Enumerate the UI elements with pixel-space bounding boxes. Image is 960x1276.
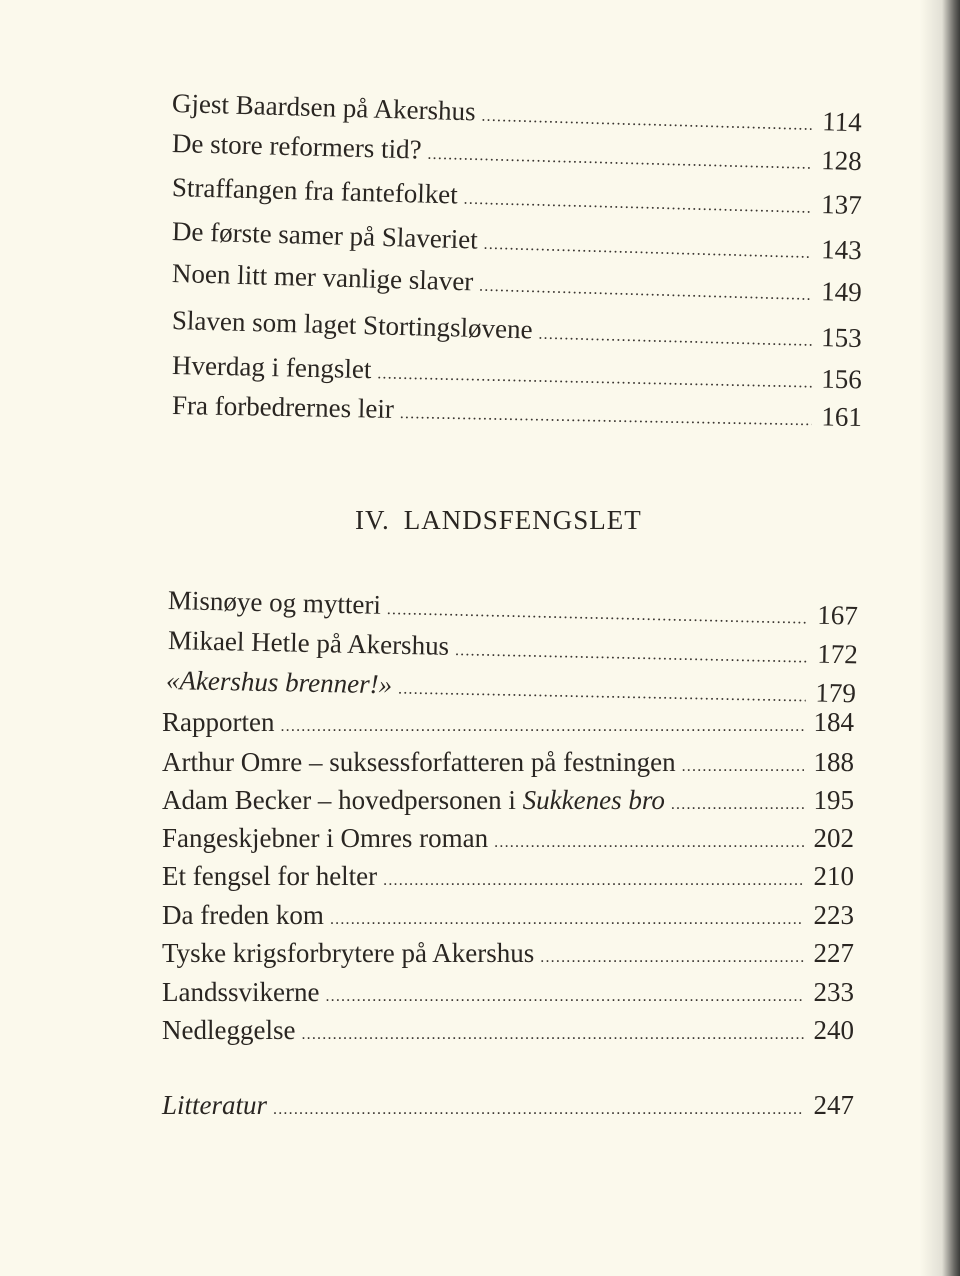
entry-page: 137	[820, 189, 863, 221]
entry-title: De første samer på Slaveriet	[171, 216, 479, 255]
entry-page: 172	[817, 638, 859, 670]
toc-entry	[168, 625, 858, 670]
toc-entry	[172, 216, 863, 266]
toc-entry	[162, 938, 854, 969]
entry-title	[162, 785, 665, 816]
toc-entry	[172, 390, 862, 433]
dot-leader	[494, 834, 804, 852]
entry-title: Nedleggelse	[162, 1015, 296, 1045]
entry-page: 184	[813, 707, 854, 737]
entry-page: 156	[821, 363, 863, 395]
toc-entry	[168, 585, 859, 632]
dot-leader	[330, 911, 804, 929]
dot-leader	[400, 405, 812, 430]
entry-page: 128	[820, 145, 863, 177]
dot-leader	[325, 988, 804, 1006]
section-heading	[355, 505, 642, 536]
entry-title: Fangeskjebner i Omres roman	[162, 823, 489, 853]
entry-title: Straffangen fra fantefolket	[171, 172, 459, 210]
entry-page: 223	[813, 900, 854, 930]
entry-page: 202	[813, 823, 854, 853]
toc-entry	[172, 172, 863, 221]
section-title: LANDSFENGSLET	[403, 505, 642, 535]
toc-entry	[162, 900, 854, 931]
dot-leader	[455, 642, 808, 667]
toc-entry	[162, 977, 854, 1008]
toc-entry	[162, 823, 854, 854]
section-number: IV.	[355, 505, 390, 535]
toc-entry	[172, 305, 863, 354]
entry-page: 247	[813, 1090, 854, 1120]
entry-title: Hverdag i fengslet	[171, 350, 372, 385]
toc-entry	[166, 665, 856, 709]
entry-page: 161	[821, 401, 863, 433]
entry-title: Gjest Baardsen på Akershus	[171, 88, 477, 127]
entry-title: Slaven som laget Stortingsløvene	[171, 305, 533, 345]
entry-page: 240	[813, 1015, 854, 1045]
dot-leader	[377, 365, 812, 392]
entry-page: 114	[821, 106, 863, 138]
dot-leader	[538, 326, 812, 351]
dot-leader	[682, 758, 804, 776]
toc-entry	[162, 707, 854, 738]
entry-title: Arthur Omre – suksessforfatteren på festningen	[162, 747, 676, 777]
dot-leader	[427, 146, 812, 174]
toc-entry	[172, 258, 863, 308]
entry-title: Fra forbedrernes leir	[171, 390, 395, 424]
entry-page: 149	[820, 276, 863, 308]
toc-entry	[162, 1015, 854, 1046]
entry-title: «Akershus brenner!»	[165, 665, 393, 700]
entry-title: Mikael Hetle på Akershus	[167, 625, 450, 661]
entry-title: Litteratur	[162, 1090, 268, 1120]
dot-leader	[671, 796, 804, 814]
entry-page: 167	[817, 599, 859, 631]
entry-page: 227	[813, 938, 854, 968]
entry-title: Misnøye og mytteri	[167, 585, 382, 620]
dot-leader	[280, 718, 804, 736]
entry-title-prefix: Adam Becker – hovedpersonen i	[162, 785, 523, 815]
entry-page: 233	[813, 977, 854, 1007]
dot-leader	[273, 1101, 804, 1119]
entry-title: Noen litt mer vanlige slaver	[171, 258, 474, 297]
entry-page: 143	[820, 234, 863, 266]
toc-entry	[162, 785, 854, 816]
entry-page: 153	[820, 322, 863, 354]
dot-leader	[398, 680, 806, 706]
entry-page: 179	[815, 677, 857, 709]
toc-entry	[162, 861, 854, 892]
toc-entry	[172, 350, 862, 395]
entry-page: 195	[813, 785, 854, 815]
toc-entry	[162, 747, 854, 778]
dot-leader	[483, 236, 811, 263]
entry-page: 188	[813, 747, 854, 777]
entry-title: Rapporten	[162, 707, 275, 737]
dot-leader	[383, 872, 804, 890]
entry-page: 210	[813, 861, 854, 891]
entry-title: Landssvikerne	[162, 977, 320, 1007]
dot-leader	[463, 191, 811, 218]
page-edge-shadow	[920, 0, 960, 1276]
entry-title: Da freden kom	[162, 900, 324, 930]
dot-leader	[481, 108, 812, 135]
entry-title: Et fengsel for helter	[162, 861, 378, 891]
dot-leader	[540, 949, 804, 967]
entry-title: Tyske krigsforbrytere på Akershus	[162, 938, 535, 968]
dot-leader	[387, 601, 808, 629]
book-title: Sukkenes bro	[522, 785, 665, 815]
entry-title: De store reformers tid?	[171, 128, 422, 165]
dot-leader	[479, 278, 812, 305]
dot-leader	[301, 1026, 804, 1044]
toc-entry	[162, 1090, 854, 1121]
